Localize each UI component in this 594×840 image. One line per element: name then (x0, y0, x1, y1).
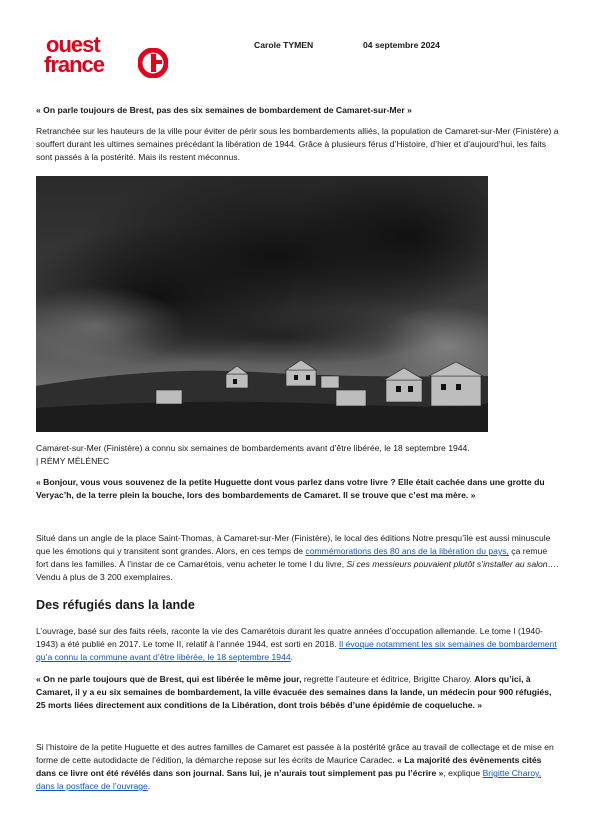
logo-mark-icon (138, 48, 168, 78)
ouest-france-logo[interactable] (40, 32, 168, 82)
headline: « On parle toujours de Brest, pas des six semaines de bombardement de Camaret-sur-Mer » (36, 105, 412, 115)
logo-line1: ouest (46, 32, 100, 57)
photo-credit: | RÉMY MÉLÉNEC (36, 456, 110, 466)
paragraph-editions: Situé dans un angle de la place Saint-Thomas, à Camaret-sur-Mer (Finistère), le local des éditions Notre presqu’île est aussi minuscule que les émotions qui y transitent sont grandes. Alors, en ces temps de commémorations des 80 ans de la libération du pays, ça remue fort dans les familles. À l’instar de ce Camarétois, venu acheter le tome I du livre, Si ces messieurs pouvaient plutôt s’installer au salon…. Vendu à plus de 3 200 exemplaires. (36, 533, 559, 582)
paragraph-caradec: Si l’histoire de la petite Huguette et des autres familles de Camaret est passée à la postérité grâce au travail de collectage et de mise en forme de cette autodidacte de l’édition, la démarche repose sur les écrits de Maurice Caradec. « La majorité des évènements cités dans ce livre ont été révélés dans son journal. Sans lui, je n’aurais tout simplement pas pu l’écrire », explique Brigitte Charoy, dans la postface de l’ouvrage. (36, 742, 554, 791)
article-photo (36, 176, 488, 432)
photo-caption (36, 442, 560, 468)
caption-text: Camaret-sur-Mer (Finistère) a connu six semaines de bombardements avant d’être libérée, le 18 septembre 1944. (36, 443, 470, 453)
publication-date: 04 septembre 2024 (363, 40, 440, 50)
lead-paragraph: Retranchée sur les hauteurs de la ville pour éviter de périr sous les bombardements alliés, la population de Camaret-sur-Mer (Finistère) a souffert durant les ultimes semaines précédant la libération de 1944. Grâce à plusieurs férus d’Histoire, d’hier et d’aujourd’hui, les faits sont passés à la postérité. Mais ils restent méconnus. (36, 126, 559, 162)
quote-huguette: « Bonjour, vous vous souvenez de la petite Huguette dont vous parlez dans votre livre ? Elle était cachée dans une grotte du Veryac’h, de la terre plein la bouche, lors des bombardements de Camaret. Il se trouve que c’est ma mère. » (36, 477, 545, 500)
link-postface[interactable]: Brigitte Charoy, dans la postface de l’ouvrage (36, 768, 542, 791)
logo-line2: france (44, 52, 105, 77)
link-commemorations[interactable]: commémorations des 80 ans de la libération du pays, (305, 546, 509, 556)
bombardment-photo-illustration (36, 176, 488, 432)
paragraph-ouvrage: L’ouvrage, basé sur des faits réels, raconte la vie des Camarétois durant les quatre années d’occupation allemande. Le tome I (1940-1943) a été publié en 2017. Le tome II, relatif à l’année 1944, est sorti en 2018. Il évoque notamment les six semaines de bombardement qu’a connu la commune avant d’être libérée, le 18 septembre 1944. (36, 626, 557, 662)
paragraph-quote-charoy: « On ne parle toujours que de Brest, qui est libérée le même jour, regrette l’auteure et éditrice, Brigitte Charoy. Alors qu’ici, à Camaret, il y a eu six semaines de bombardement, la ville évacuée des semaines dans la lande, un médecin pour 900 réfugiés, 25 morts liées directement aux conditions de la Libération, dont trois bébés d’une épidémie de coqueluche. » (36, 674, 552, 710)
subheading: Des réfugiés dans la lande (36, 598, 195, 612)
link-six-semaines[interactable]: Il évoque notamment les six semaines de bombardement qu’a connu la commune avant d’être libérée, le 18 septembre 1944 (36, 639, 557, 662)
author: Carole TYMEN (254, 40, 314, 50)
